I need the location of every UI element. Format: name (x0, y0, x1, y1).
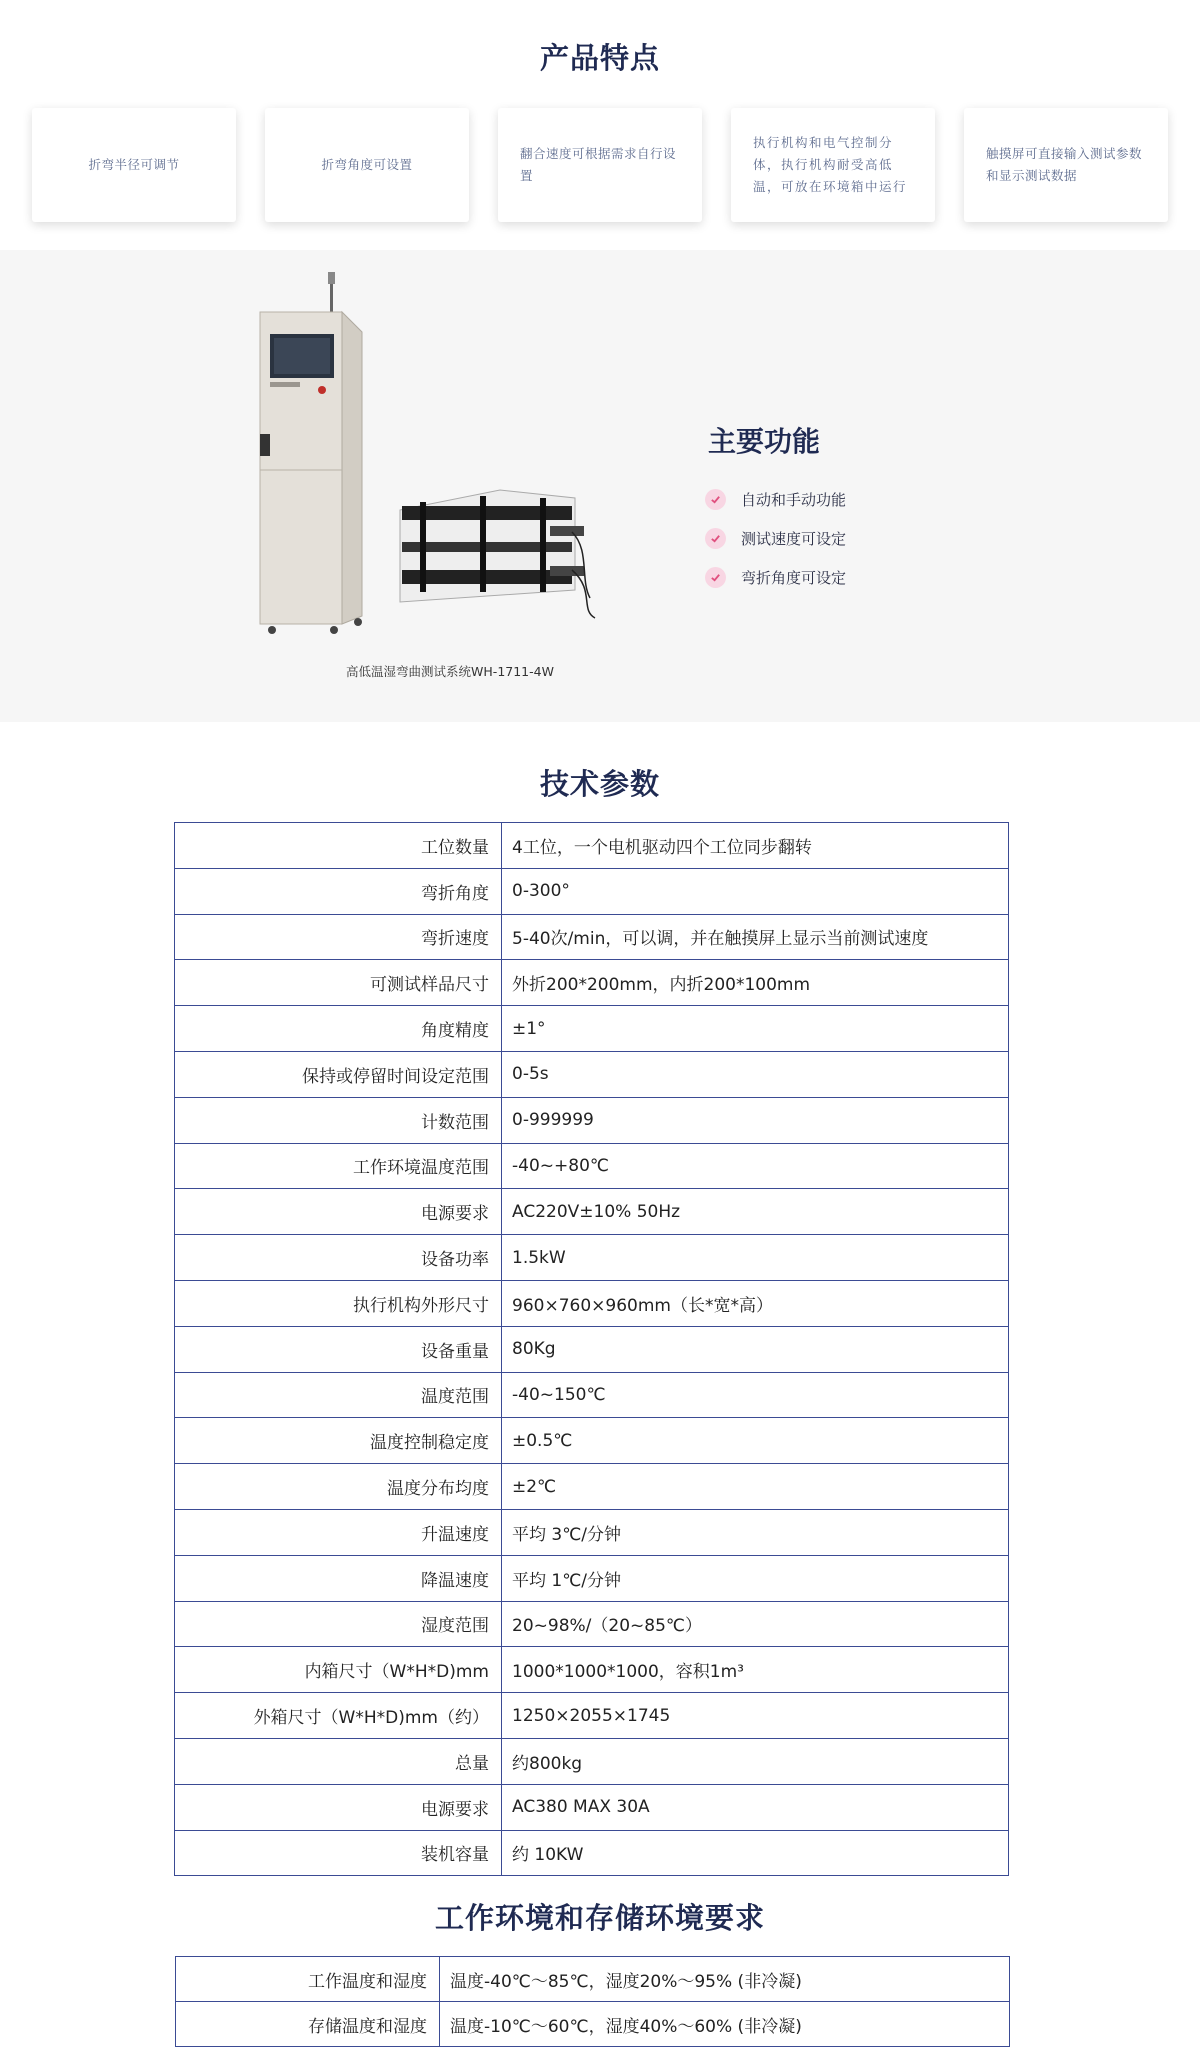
param-name: 外箱尺寸（W*H*D)mm（约） (175, 1693, 502, 1739)
param-value: 1000*1000*1000，容积1m³ (502, 1647, 1009, 1693)
table-row (175, 1006, 1009, 1052)
table-row (175, 1738, 1009, 1784)
param-value: 1250×2055×1745 (502, 1693, 1009, 1739)
tech-params-title: 技术参数 (539, 767, 660, 801)
param-name: 降温速度 (175, 1555, 502, 1601)
main-functions-title: 主要功能 (708, 425, 821, 458)
param-value: 平均 1℃/分钟 (502, 1555, 1009, 1601)
feature-card (32, 108, 236, 222)
table-row (175, 1830, 1009, 1876)
features-title: 产品特点 (539, 41, 660, 75)
param-name: 可测试样品尺寸 (175, 960, 502, 1006)
table-row (175, 1464, 1009, 1510)
param-value: 20~98%/（20~85℃） (502, 1601, 1009, 1647)
param-name: 执行机构外形尺寸 (175, 1280, 502, 1326)
feature-card (964, 108, 1168, 222)
function-item (705, 480, 846, 519)
table-row (175, 1051, 1009, 1097)
table-row (176, 2002, 1010, 2047)
env-requirements-title: 工作环境和存储环境要求 (434, 1901, 765, 1935)
feature-card (498, 108, 702, 222)
table-row (175, 1601, 1009, 1647)
param-name: 温度范围 (175, 1372, 502, 1418)
param-value: 4工位，一个电机驱动四个工位同步翻转 (502, 823, 1009, 869)
param-value: 0-300° (502, 868, 1009, 914)
table-row (175, 960, 1009, 1006)
param-name: 升温速度 (175, 1509, 502, 1555)
param-value: 温度-40℃～85℃，湿度20%～95% (非冷凝) (440, 1957, 1010, 2002)
table-row (175, 1143, 1009, 1189)
param-name: 角度精度 (175, 1006, 502, 1052)
param-value: -40~150℃ (502, 1372, 1009, 1418)
table-row (175, 1693, 1009, 1739)
check-icon (705, 489, 726, 510)
param-value: -40~+80℃ (502, 1143, 1009, 1189)
param-value: 0-999999 (502, 1097, 1009, 1143)
check-icon (705, 567, 726, 588)
check-icon (705, 528, 726, 549)
feature-card (265, 108, 469, 222)
feature-card-text: 触摸屏可直接输入测试参数和显示测试数据 (986, 146, 1143, 183)
param-name: 工作环境温度范围 (175, 1143, 502, 1189)
feature-card-text: 折弯半径可调节 (88, 157, 180, 172)
table-row (175, 1784, 1009, 1830)
param-name: 设备功率 (175, 1235, 502, 1281)
param-name: 存储温度和湿度 (176, 2002, 440, 2047)
param-name: 装机容量 (175, 1830, 502, 1876)
param-value: ±1° (502, 1006, 1009, 1052)
function-label: 弯折角度可设定 (741, 569, 847, 587)
table-row (175, 1372, 1009, 1418)
param-name: 温度控制稳定度 (175, 1418, 502, 1464)
table-row (176, 1957, 1010, 2002)
function-label: 自动和手动功能 (741, 491, 847, 509)
table-row (175, 1280, 1009, 1326)
param-value: 5-40次/min，可以调，并在触摸屏上显示当前测试速度 (502, 914, 1009, 960)
table-row (175, 823, 1009, 869)
param-value: AC380 MAX 30A (502, 1784, 1009, 1830)
param-name: 保持或停留时间设定范围 (175, 1051, 502, 1097)
param-value: 平均 3℃/分钟 (502, 1509, 1009, 1555)
param-value: ±0.5℃ (502, 1418, 1009, 1464)
param-name: 设备重量 (175, 1326, 502, 1372)
function-label: 测试速度可设定 (741, 530, 847, 548)
feature-card (731, 108, 935, 222)
param-value: 960×760×960mm（长*宽*高） (502, 1280, 1009, 1326)
param-name: 湿度范围 (175, 1601, 502, 1647)
param-value: 约800kg (502, 1738, 1009, 1784)
param-name: 内箱尺寸（W*H*D)mm (175, 1647, 502, 1693)
features-section (0, 0, 1200, 250)
table-row (175, 1647, 1009, 1693)
param-value: 0-5s (502, 1051, 1009, 1097)
param-name: 电源要求 (175, 1784, 502, 1830)
param-value: ±2℃ (502, 1464, 1009, 1510)
param-value: 温度-10℃～60℃，湿度40%～60% (非冷凝) (440, 2002, 1010, 2047)
param-name: 电源要求 (175, 1189, 502, 1235)
param-name: 温度分布均度 (175, 1464, 502, 1510)
param-name: 弯折角度 (175, 868, 502, 914)
table-row (175, 914, 1009, 960)
param-value: 80Kg (502, 1326, 1009, 1372)
param-value: 1.5kW (502, 1235, 1009, 1281)
param-name: 工位数量 (175, 823, 502, 869)
table-row (175, 1189, 1009, 1235)
table-row (175, 1326, 1009, 1372)
param-value: AC220V±10% 50Hz (502, 1189, 1009, 1235)
main-functions-list (705, 480, 846, 597)
table-row (175, 868, 1009, 914)
product-caption: 高低温湿弯曲测试系统WH-1711-4W (346, 664, 554, 679)
param-name: 总量 (175, 1738, 502, 1784)
main-functions-section (0, 250, 1200, 722)
product-image (250, 270, 630, 650)
env-requirements-table (175, 1956, 1010, 2047)
table-row (175, 1509, 1009, 1555)
table-row (175, 1235, 1009, 1281)
param-name: 计数范围 (175, 1097, 502, 1143)
param-value: 外折200*200mm，内折200*100mm (502, 960, 1009, 1006)
table-row (175, 1418, 1009, 1464)
function-item (705, 519, 846, 558)
feature-card-text: 执行机构和电气控制分体，执行机构耐受高低温，可放在环境箱中运行 (753, 135, 908, 194)
table-row (175, 1555, 1009, 1601)
function-item (705, 558, 846, 597)
param-name: 工作温度和湿度 (176, 1957, 440, 2002)
feature-card-text: 折弯角度可设置 (321, 157, 413, 172)
table-row (175, 1097, 1009, 1143)
param-name: 弯折速度 (175, 914, 502, 960)
param-value: 约 10KW (502, 1830, 1009, 1876)
feature-card-text: 翻合速度可根据需求自行设置 (520, 146, 677, 183)
tech-params-table (174, 822, 1009, 1876)
